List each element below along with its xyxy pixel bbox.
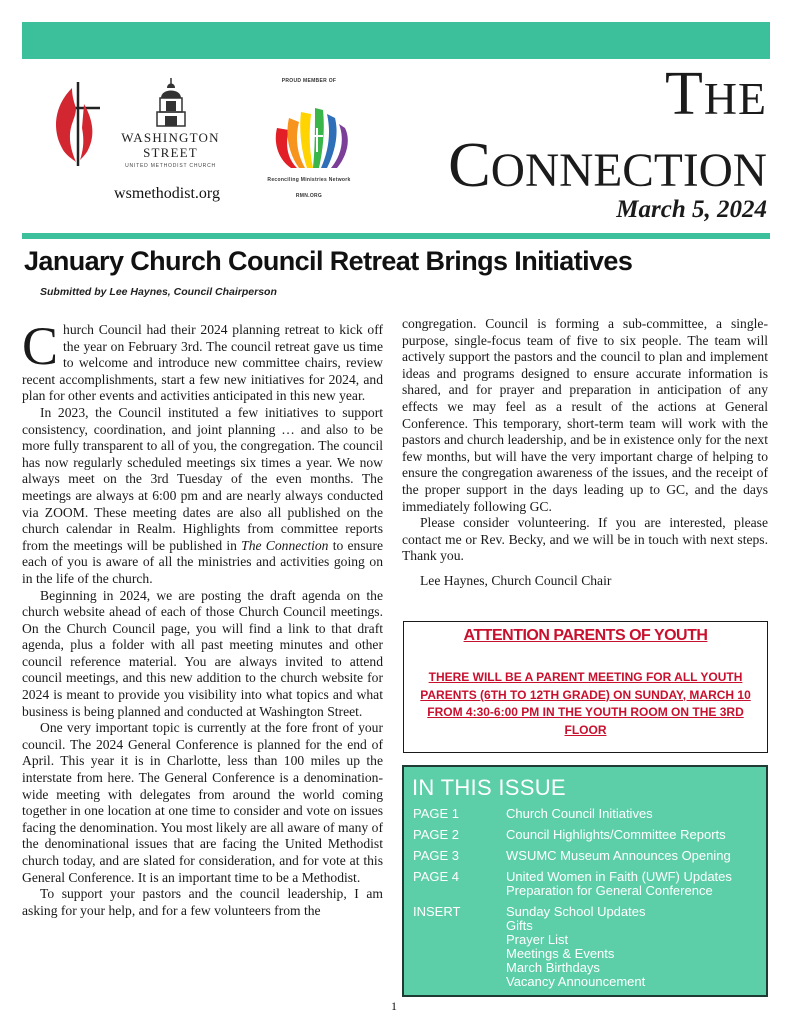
masthead-connection	[448, 129, 767, 203]
issue-items	[506, 870, 766, 898]
issue-item: WSUMC Museum Announces Opening	[506, 848, 731, 863]
in-this-issue-title: IN THIS ISSUE	[412, 775, 566, 800]
issue-item: Church Council Initiatives	[506, 806, 653, 821]
attention-title: ATTENTION PARENTS OF YOUTH	[463, 627, 708, 644]
article-headline: January Church Council Retreat Brings Initiatives	[24, 246, 633, 276]
rmn-proud-member: PROUD MEMBER OF	[281, 78, 337, 84]
website-link[interactable]: wsmethodist.org	[114, 185, 220, 202]
attention-body: THERE WILL BE A PARENT MEETING FOR ALL YOUTH PARENTS (6TH TO 12TH GRADE) ON SUNDAY, MARCH 10 FROM 4:30-6:00 PM IN THE YOUTH ROOM ON THE 3RD FLOOR	[420, 670, 751, 737]
issue-page-label: INSERT	[413, 904, 461, 919]
rmn-logo	[266, 76, 352, 199]
top-color-bar	[22, 22, 770, 59]
issue-page-label: PAGE 2	[413, 827, 460, 842]
cross-and-flame-logo	[48, 78, 108, 170]
rmn-name: Reconciling Ministries Network	[267, 177, 351, 183]
attention-notice-box	[403, 621, 768, 753]
issue-item: Sunday School Updates	[506, 904, 646, 919]
issue-item: Preparation for General Conference	[506, 883, 713, 898]
issue-page-label: PAGE 3	[413, 848, 460, 863]
church-subtitle: UNITED METHODIST CHURCH	[125, 163, 216, 169]
issue-row	[413, 870, 766, 898]
signature: Lee Haynes, Church Council Chair	[420, 572, 612, 588]
paragraph-1-text: hurch Council had their 2024 planning retreat to kick off the year on February 3rd. The council retreat gave us time to welcome and introduce new committee chairs, review recent accomplishments, start a few new initiatives for 2024, and plan for other events and activities anticipated in this new year.	[22, 322, 383, 404]
paragraph-4: One very important topic is currently at the fore front of your council. The 2024 General Conference is planned for the end of April. This year it is in Charlotte, less than 100 miles up the interstate from here. The General Conference is a denomination-wide meeting with delegates from around the world coming together in one location at one time to consider and vote on issues facing the denomination. You most likely are all aware of many of the denominational issues that are facing the United Methodist church today, and are slated for consideration, and for vote at this General Conference. It is an important time to be a Methodist.	[22, 720, 383, 885]
paragraph-2-text-a: In 2023, the Council instituted a few initiatives to support consistency, coordination, and joint planning … and also to be more fully transparent to all of you, the congregation. The council has now regularly scheduled meetings six times a year. We now always meet on the 3rd Tuesday of the even months. The meetings are always at 6:00 pm and are nearly always conducted via ZOOM. These meeting dates are also all published on the church calendar in Realm. Highlights from committee reports from the meetings will be published in	[22, 404, 383, 553]
issue-row	[413, 849, 766, 863]
paragraph-1	[22, 316, 383, 405]
issue-items	[506, 807, 766, 821]
issue-item: Meetings & Events	[506, 946, 615, 961]
in-this-issue-list	[413, 807, 766, 989]
drop-cap: C	[22, 316, 59, 376]
article-column-left	[22, 316, 384, 919]
issue-items	[506, 849, 766, 863]
newsletter-title-italic: The Connection	[241, 537, 329, 553]
issue-items	[506, 828, 766, 842]
issue-item: Council Highlights/Committee Reports	[506, 827, 726, 842]
issue-item: Gifts	[506, 918, 533, 933]
church-name-line1: WASHINGTON	[121, 130, 220, 145]
issue-item: United Women in Faith (UWF) Updates	[506, 869, 732, 884]
church-name	[108, 130, 233, 160]
issue-item: Prayer List	[506, 932, 569, 947]
paragraph-2	[22, 405, 383, 588]
issue-row	[413, 807, 766, 821]
issue-items	[506, 905, 766, 989]
church-name-line2: STREET	[143, 145, 198, 160]
masthead-rule	[22, 233, 770, 239]
in-this-issue-box	[402, 765, 768, 997]
issue-item: March Birthdays	[506, 960, 600, 975]
washington-street-logo	[108, 76, 233, 191]
issue-page-label: PAGE 1	[413, 806, 460, 821]
masthead-connection-initial: C	[448, 129, 491, 200]
masthead-the	[664, 60, 767, 130]
masthead-connection-rest: ONNECTION	[490, 145, 767, 197]
paragraph-6: congregation. Council is forming a sub-committee, a single-purpose, single-focus team of five to six people. The team will actively support the pastors and the council to plan and implement ideas and programs designed to ensure accurate information is shared, and for prayer and preparation in anticipation of any effects we may feel as a result of the actions at General Conference. This temporary, short-term team will work with the pastors and church leadership, and be in existence only for the next few months, but will have the very important charge of helping to ensure the congregation awareness of the issues, and the receipt of the proper support in the days leading up to GC, and the days immediately following GC.	[402, 316, 768, 514]
paragraph-3: Beginning in 2024, we are posting the draft agenda on the church website ahead of each of those Church Council meetings. On the Church Council page, you will find a link to that draft agenda, plus a folder with all past meeting minutes and other council reference material. You are always invited to attend council meetings, and this new addition to the church website for 2024 is meant to provide you visibility into what topics and what business is being planned and conducted at Washington Street.	[22, 587, 383, 719]
issue-row	[413, 828, 766, 842]
issue-page-label: PAGE 4	[413, 869, 460, 884]
paragraph-5: To support your pastors and the council leadership, I am asking for your help, and for a few volunteers from the	[22, 886, 383, 918]
rmn-url: RMN.ORG	[295, 193, 323, 199]
issue-date: March 5, 2024	[616, 196, 767, 223]
issue-row	[413, 905, 766, 989]
masthead-the-initial: T	[664, 60, 704, 128]
page-number: 1	[391, 999, 397, 1013]
issue-item: Vacancy Announcement	[506, 974, 646, 989]
paragraph-2-text-b: to ensure each of you is aware of all the ministries and activities going on in the life of the church.	[22, 537, 384, 586]
masthead-the-rest: HE	[703, 73, 767, 124]
article-byline: Submitted by Lee Haynes, Council Chairperson	[40, 286, 277, 298]
church-tower-icon	[151, 76, 191, 128]
paragraph-7: Please consider volunteering. If you are interested, please contact me or Rev. Becky, and we will be in touch with next steps. Thank you.	[402, 515, 768, 564]
article-column-right	[402, 316, 768, 590]
rainbow-hands-icon	[269, 88, 349, 172]
